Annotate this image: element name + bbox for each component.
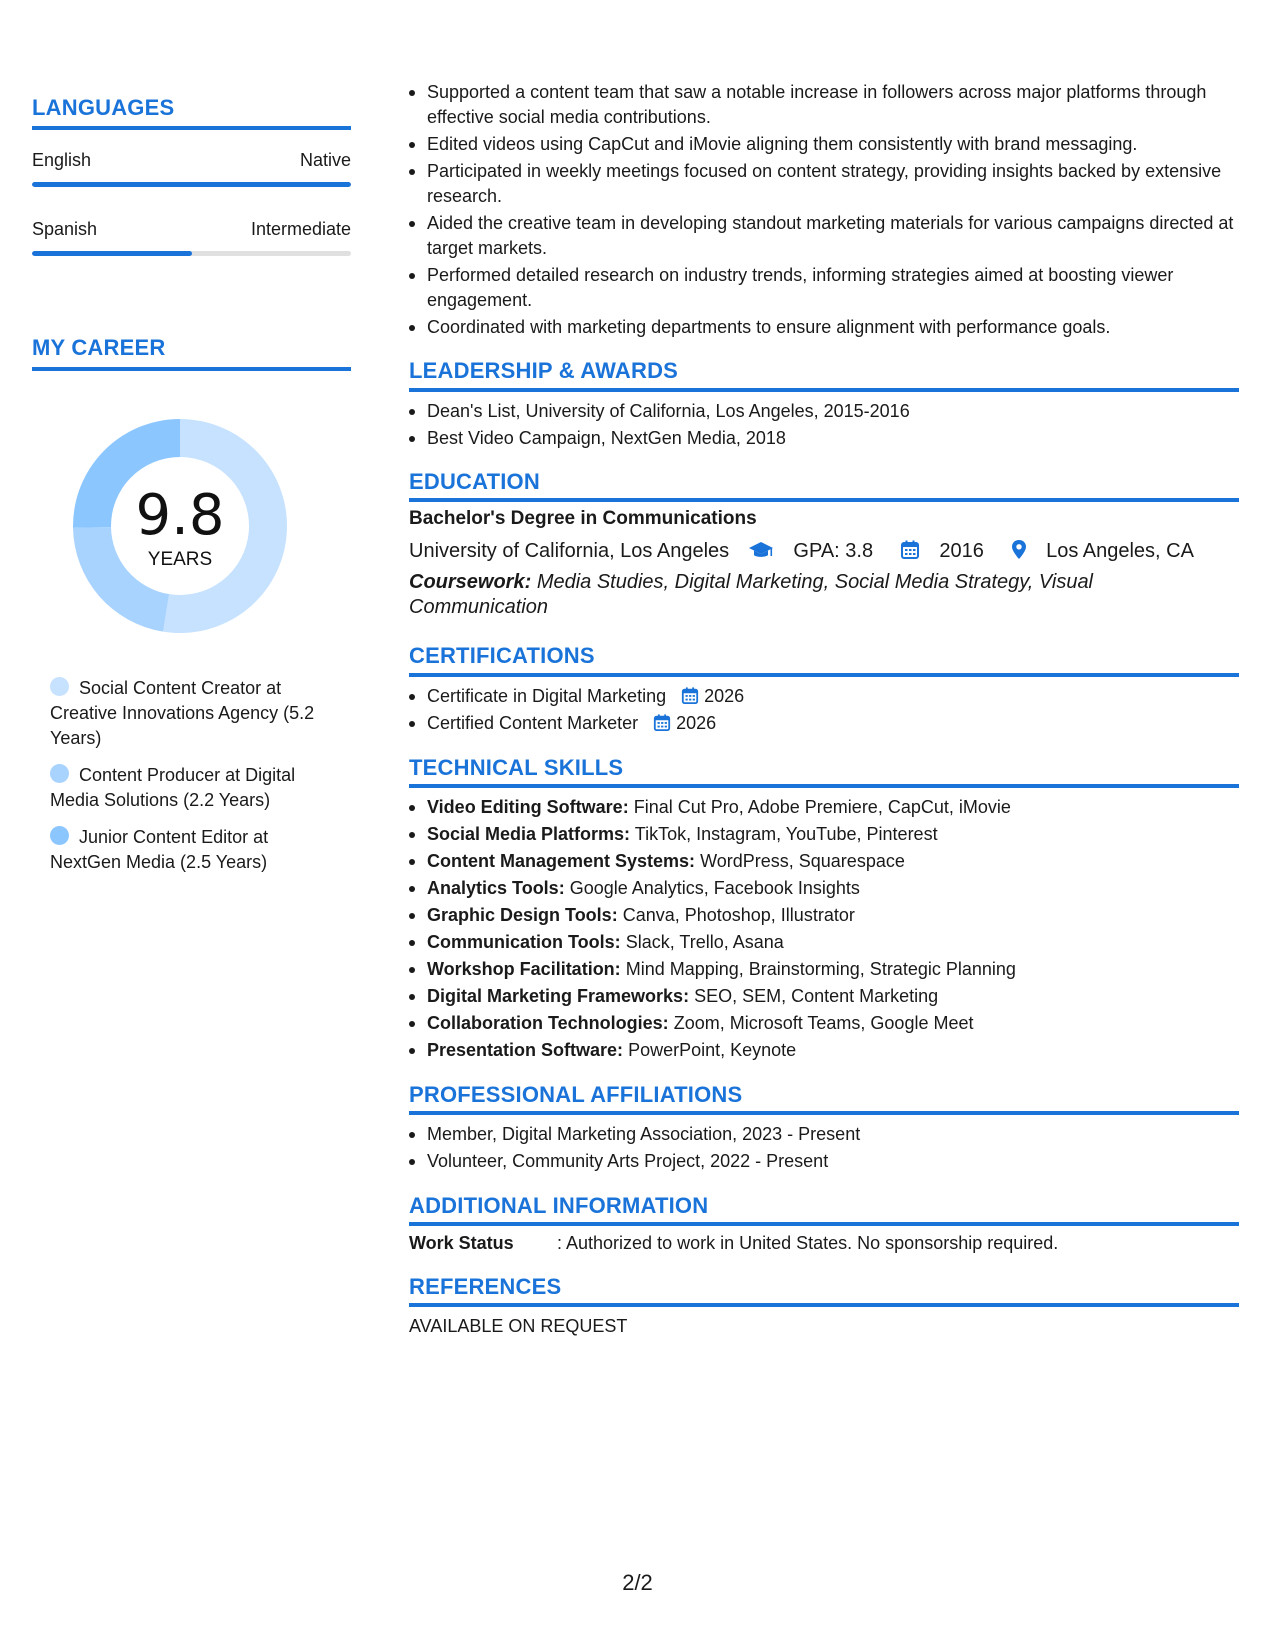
experience-bullet: Performed detailed research on industry trends, informing strategies aimed at boosting viewer engagement.	[427, 263, 1237, 313]
legend-label: Junior Content Editor at NextGen Media (2.5 Years)	[50, 827, 269, 872]
language-row-spanish	[32, 219, 351, 240]
skill-label: Communication Tools:	[427, 932, 621, 952]
languages-divider	[32, 126, 351, 130]
skill-item	[427, 957, 1237, 982]
language-name: Spanish	[32, 219, 98, 239]
location-pin-icon	[1011, 539, 1027, 560]
certification-year: 2026	[676, 713, 717, 733]
language-row-english	[32, 150, 351, 171]
certifications-heading: CERTIFICATIONS	[409, 643, 595, 668]
skill-value: SEO, SEM, Content Marketing	[694, 986, 939, 1006]
skill-label: Collaboration Technologies:	[427, 1013, 669, 1033]
graduation-year: 2016	[939, 540, 984, 562]
leadership-divider	[409, 388, 1239, 392]
language-bar-fill	[32, 182, 351, 187]
donut-center	[67, 413, 293, 639]
calendar-icon	[900, 539, 920, 560]
languages-heading: LANGUAGES	[32, 95, 175, 120]
certifications-divider	[409, 673, 1239, 677]
skill-item	[427, 984, 1237, 1009]
affiliation-item: Member, Digital Marketing Association, 2023 - Present	[427, 1122, 1237, 1147]
degree-title: Bachelor's Degree in Communications	[409, 508, 757, 529]
skill-item	[427, 822, 1237, 847]
affiliation-item: Volunteer, Community Arts Project, 2022 - Present	[427, 1149, 1237, 1174]
education-heading: EDUCATION	[409, 469, 540, 494]
skill-label: Presentation Software:	[427, 1040, 624, 1060]
legend-dot	[50, 677, 69, 696]
affiliations-divider	[409, 1111, 1239, 1115]
career-divider	[32, 367, 351, 371]
coursework-list: Media Studies, Digital Marketing, Social Media Strategy, Visual Communication	[409, 571, 1094, 618]
graduation-cap-icon	[748, 540, 774, 560]
additional-divider	[409, 1222, 1239, 1226]
skill-value: TikTok, Instagram, YouTube, Pinterest	[634, 824, 938, 844]
skill-label: Social Media Platforms:	[427, 824, 631, 844]
education-divider	[409, 498, 1239, 502]
work-status-label: Work Status	[409, 1233, 514, 1253]
career-legend-item	[50, 676, 340, 751]
skills-heading: TECHNICAL SKILLS	[409, 755, 624, 780]
skill-item	[427, 1038, 1237, 1063]
experience-bullet: Edited videos using CapCut and iMovie aligning them consistently with brand messaging.	[427, 132, 1237, 157]
skill-value: WordPress, Squarespace	[700, 851, 905, 871]
skill-item	[427, 849, 1237, 874]
language-level: Native	[299, 150, 351, 170]
school-location: Los Angeles, CA	[1046, 540, 1194, 562]
skill-label: Video Editing Software:	[427, 797, 629, 817]
legend-dot	[50, 764, 69, 783]
calendar-icon	[681, 686, 699, 705]
skill-label: Analytics Tools:	[427, 878, 565, 898]
certification-item	[427, 684, 1237, 709]
additional-heading: ADDITIONAL INFORMATION	[409, 1193, 709, 1218]
skill-label: Graphic Design Tools:	[427, 905, 618, 925]
skill-item	[427, 876, 1237, 901]
skill-label: Digital Marketing Frameworks:	[427, 986, 690, 1006]
certification-name: Certified Content Marketer	[427, 713, 639, 733]
coursework	[409, 570, 1129, 620]
certification-year: 2026	[704, 686, 745, 706]
experience-bullet: Participated in weekly meetings focused on content strategy, providing insights backed by extensive research.	[427, 159, 1237, 209]
education-details	[409, 539, 1194, 563]
career-donut-chart	[67, 413, 293, 639]
career-total-unit: YEARS	[147, 549, 213, 570]
skill-value: Final Cut Pro, Adobe Premiere, CapCut, iMovie	[633, 797, 1011, 817]
certification-item	[427, 711, 1237, 736]
work-status-value: : Authorized to work in United States. No sponsorship required.	[557, 1233, 1059, 1253]
experience-bullet: Supported a content team that saw a notable increase in followers across major platforms through effective social media contributions.	[427, 80, 1237, 130]
references-text: AVAILABLE ON REQUEST	[409, 1316, 628, 1336]
award-item: Dean's List, University of California, Los Angeles, 2015-2016	[427, 399, 1237, 424]
award-item: Best Video Campaign, NextGen Media, 2018	[427, 426, 1237, 451]
skill-value: Slack, Trello, Asana	[625, 932, 784, 952]
skill-item	[427, 903, 1237, 928]
legend-label: Social Content Creator at Creative Innovations Agency (5.2 Years)	[50, 678, 315, 748]
legend-label: Content Producer at Digital Media Solutions (2.2 Years)	[50, 765, 296, 810]
skill-value: Canva, Photoshop, Illustrator	[622, 905, 855, 925]
skill-value: Google Analytics, Facebook Insights	[569, 878, 860, 898]
language-bar-spanish	[32, 251, 351, 256]
legend-dot	[50, 826, 69, 845]
career-legend-item	[50, 825, 340, 875]
skill-value: Zoom, Microsoft Teams, Google Meet	[673, 1013, 974, 1033]
certification-name: Certificate in Digital Marketing	[427, 686, 667, 706]
language-bar-english	[32, 182, 351, 187]
page-number: 2/2	[622, 1570, 653, 1595]
experience-bullet: Aided the creative team in developing standout marketing materials for various campaigns directed at target markets.	[427, 211, 1237, 261]
skill-item	[427, 1011, 1237, 1036]
references-heading: REFERENCES	[409, 1274, 562, 1299]
leadership-heading: LEADERSHIP & AWARDS	[409, 358, 679, 383]
gpa: GPA: 3.8	[793, 540, 874, 562]
work-status-row	[409, 1233, 1058, 1254]
career-heading: MY CAREER	[32, 335, 166, 360]
skill-value: Mind Mapping, Brainstorming, Strategic Planning	[625, 959, 1016, 979]
skill-label: Content Management Systems:	[427, 851, 696, 871]
skills-divider	[409, 784, 1239, 788]
experience-bullet: Coordinated with marketing departments to ensure alignment with performance goals.	[427, 315, 1237, 340]
coursework-label: Coursework:	[409, 571, 532, 593]
language-name: English	[32, 150, 92, 170]
skill-item	[427, 795, 1237, 820]
calendar-icon	[653, 713, 671, 732]
career-total-value: 9.8	[135, 483, 225, 548]
school-name: University of California, Los Angeles	[409, 540, 730, 562]
skill-value: PowerPoint, Keynote	[628, 1040, 797, 1060]
skill-item	[427, 930, 1237, 955]
affiliations-heading: PROFESSIONAL AFFILIATIONS	[409, 1082, 743, 1107]
skill-label: Workshop Facilitation:	[427, 959, 621, 979]
language-bar-fill	[32, 251, 192, 256]
career-legend-item	[50, 763, 340, 813]
references-divider	[409, 1303, 1239, 1307]
language-level: Intermediate	[250, 219, 351, 239]
